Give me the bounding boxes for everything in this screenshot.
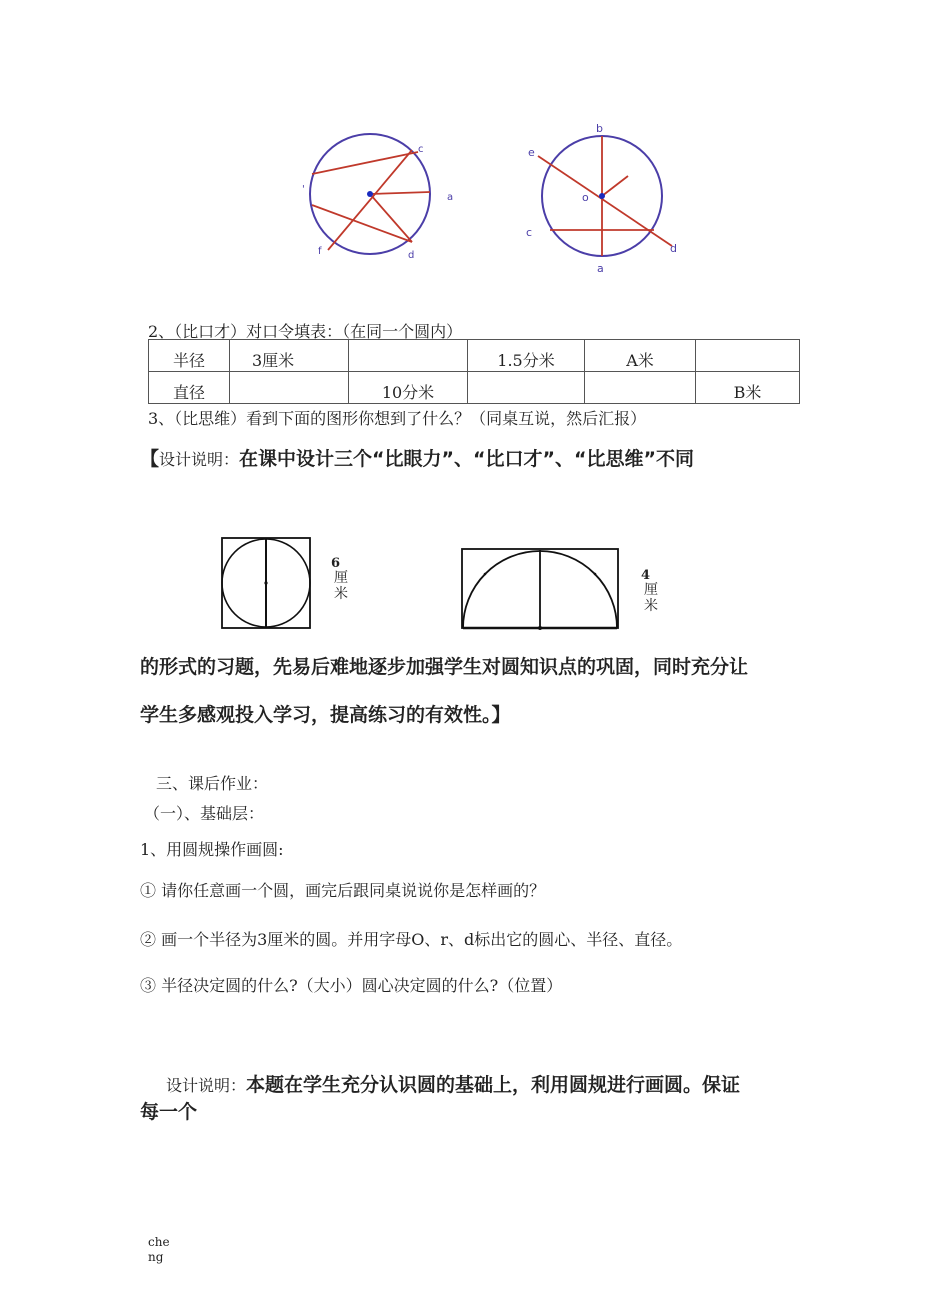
table-cell: 3厘米 (230, 340, 349, 372)
circle-in-square-shape (220, 536, 314, 632)
figure1-chord-diag (328, 150, 412, 250)
circle-chords-figure-1 (300, 130, 470, 265)
figure2-center-dot (599, 193, 605, 199)
figure2-label-o: o (582, 191, 589, 204)
table-cell (696, 340, 800, 372)
design-note-1-line2: 的形式的习题，先易后难地逐步加强学生对圆知识点的巩固，同时充分让 (140, 656, 749, 678)
homework-sub-1: ① 请你任意画一个圆，画完后跟同桌说说你是怎样画的？ (140, 881, 546, 900)
table-cell (230, 372, 349, 404)
arc-dot-right (594, 573, 597, 576)
figure1-label-d: d (408, 250, 415, 261)
design-note-2-line2: 每一个 (140, 1101, 198, 1123)
design-note-1-line3: 学生多感观投入学习，提高练习的有效性。】 (140, 704, 511, 726)
semicircle-in-rectangle-shape (460, 547, 620, 631)
figure1-radius-right (370, 192, 430, 194)
right-label-unit-1: 厘 (644, 582, 658, 598)
homework-level: （一）、基础层： (144, 804, 265, 823)
design-note-2-prefix: 设计说明： (166, 1076, 247, 1095)
figure2-label-a: a (597, 262, 604, 275)
homework-sub-3: ③ 半径决定圆的什么?（大小）圆心决定圆的什么?（位置） (140, 976, 563, 995)
right-label-num: 4 (641, 568, 651, 583)
table-cell: 10分米 (349, 372, 468, 404)
design-note-text: 在课中设计三个“比眼力”、“比口才”、“比思维”不同 (239, 448, 694, 470)
q2-title: 2、（比口才）对口令填表：（在同一个圆内） (148, 322, 463, 341)
table-cell: 1.5分米 (468, 340, 585, 372)
right-label-unit (644, 582, 658, 614)
semicircle-center-dot (538, 626, 542, 630)
q3-title: 3、（比思维）看到下面的图形你想到了什么？（同桌互说，然后汇报） (148, 409, 647, 428)
table-cell: 直径 (149, 372, 230, 404)
figure2-line-ed (538, 156, 672, 246)
bracket-open: 【 (140, 448, 160, 470)
circle-center-dot (264, 581, 267, 584)
table-cell: B米 (696, 372, 800, 404)
figure2-radius-short (602, 176, 628, 196)
figure2-label-c: c (526, 226, 533, 239)
figure1-center-dot (367, 191, 373, 197)
design-note-prefix: 设计说明： (159, 450, 240, 469)
footer-line-1: che (148, 1235, 170, 1249)
table-cell (468, 372, 585, 404)
left-label-num: 6 (331, 556, 341, 571)
table-row-radius (149, 340, 800, 372)
homework-item-1: 1、用圆规操作画圆: (140, 840, 284, 859)
design-note-2-text: 本题在学生充分认识圆的基础上，利用圆规进行画圆。保证 (246, 1074, 741, 1096)
left-label-unit-1: 厘 (334, 570, 348, 586)
figure1-label-a: a (447, 192, 454, 203)
radius-diameter-table (148, 339, 800, 404)
homework-title: 三、课后作业： (156, 774, 269, 793)
circle-lines-figure-2 (520, 118, 690, 278)
figure1-label-c: c (418, 144, 424, 155)
design-note-2-line1 (166, 1070, 740, 1097)
homework-sub-2: ② 画一个半径为3厘米的圆。并用字母O、r、d标出它的圆心、半径、直径。 (140, 930, 683, 949)
left-label-unit (334, 570, 348, 602)
table-cell (585, 372, 696, 404)
footer-line-2: ng (148, 1250, 164, 1264)
arc-dot-left (484, 573, 487, 576)
figure1-label-f: f (318, 246, 322, 257)
figure2-label-d: d (670, 242, 677, 255)
table-row-diameter (149, 372, 800, 404)
figure2-label-b: b (596, 122, 603, 135)
table-cell (349, 340, 468, 372)
right-label-unit-2: 米 (644, 598, 658, 614)
table-cell: 半径 (149, 340, 230, 372)
design-note-1-line1 (140, 444, 694, 471)
left-label-unit-2: 米 (334, 586, 348, 602)
figure1-label-left: ' (302, 184, 305, 195)
figure2-label-e: e (528, 146, 535, 159)
footer-text (148, 1235, 170, 1265)
table-cell: A米 (585, 340, 696, 372)
